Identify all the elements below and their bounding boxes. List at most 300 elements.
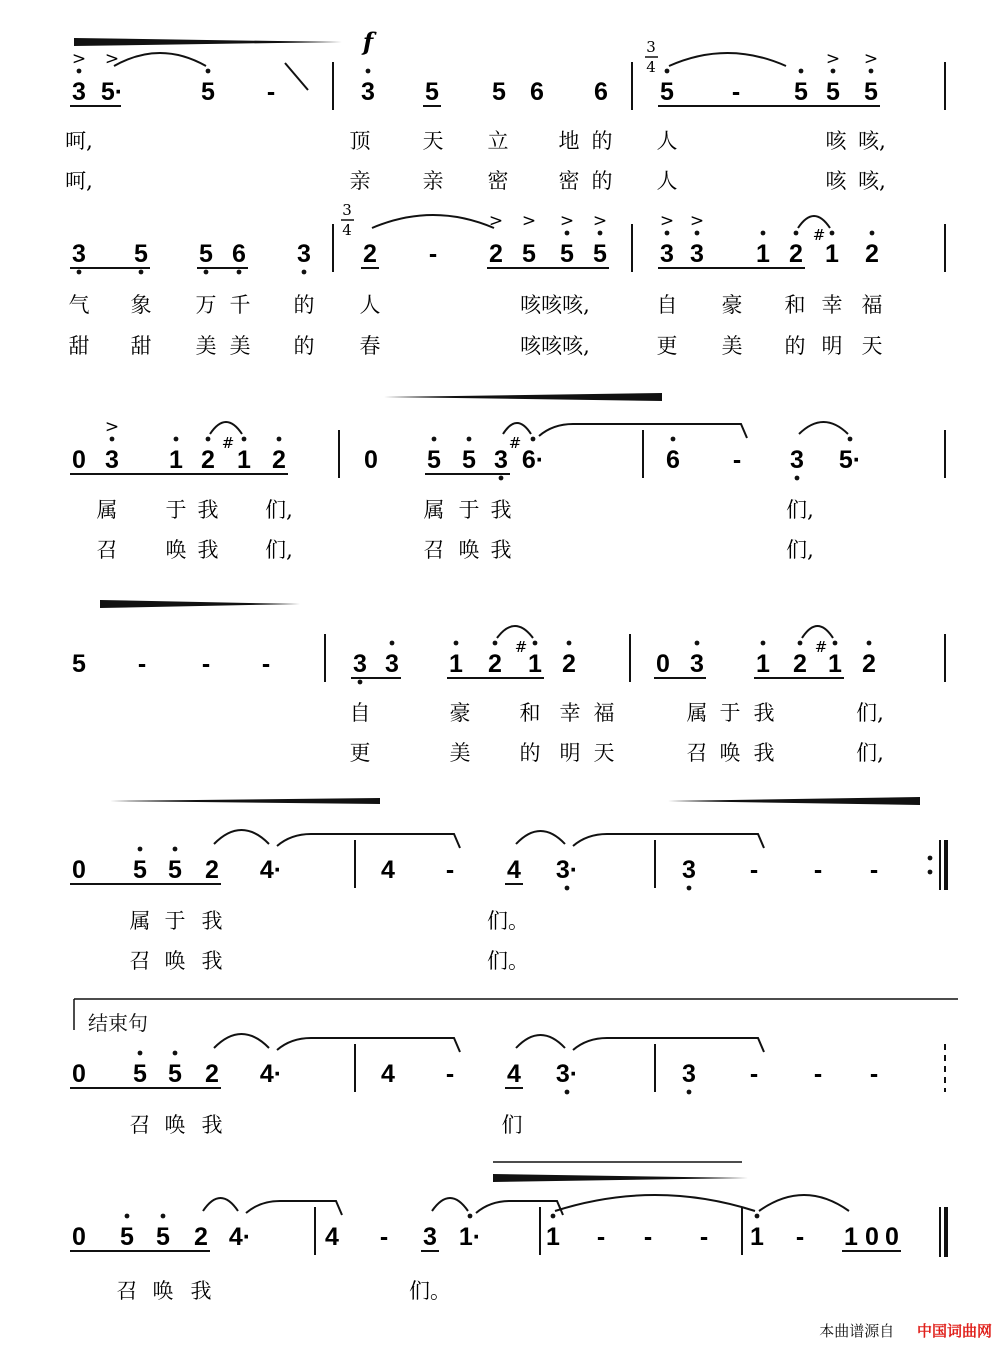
- hairpin: [493, 1174, 748, 1182]
- octave-dot-high: [551, 1214, 556, 1219]
- lyric-syllable: 召: [129, 1113, 151, 1137]
- lyric-syllable: 属: [96, 498, 118, 522]
- note: 1: [844, 1223, 858, 1251]
- note: 2: [865, 240, 879, 268]
- note: 4: [325, 1223, 339, 1251]
- note: 3·: [555, 1060, 579, 1088]
- note: 1: [169, 446, 183, 474]
- octave-dot-high: [695, 641, 700, 646]
- note: -: [732, 446, 742, 474]
- repeat-dot: [928, 870, 933, 875]
- slur: [214, 1034, 269, 1048]
- lyric-syllable: 的: [293, 293, 315, 317]
- lyric-syllable: 们,: [265, 498, 293, 522]
- tie-bracket: [573, 834, 764, 848]
- note: -: [428, 240, 438, 268]
- octave-dot-high: [799, 69, 804, 74]
- lyric-syllable: 人: [656, 169, 678, 193]
- slur: [555, 1195, 755, 1211]
- lyric-syllable: 我: [490, 498, 512, 522]
- note: 2: [205, 856, 219, 884]
- lyric-syllable: 我: [490, 538, 512, 562]
- note: 3: [690, 240, 704, 268]
- note: 1: [449, 650, 463, 678]
- note: 4: [507, 1060, 521, 1088]
- note: -: [731, 78, 741, 106]
- slur: [203, 1198, 238, 1211]
- octave-dot-high: [869, 69, 874, 74]
- lyric-syllable: 们。: [409, 1279, 451, 1303]
- lyric-syllable: 召: [686, 741, 708, 765]
- meter-denominator: 4: [646, 58, 656, 76]
- lyric-syllable: 顶: [349, 129, 371, 153]
- lyric-syllable: 们,: [856, 701, 884, 725]
- octave-dot-high: [125, 1214, 130, 1219]
- accent-mark: >: [104, 417, 120, 437]
- note: 0: [364, 446, 378, 474]
- lyric-syllable: 唤: [152, 1279, 174, 1303]
- note: 3: [353, 650, 367, 678]
- lyric-syllable: 唤: [458, 538, 480, 562]
- slur: [210, 422, 242, 434]
- note: 3: [105, 446, 119, 474]
- meter-denominator: 4: [342, 221, 352, 239]
- tie-bracket: [476, 1201, 563, 1215]
- octave-dot-high: [454, 641, 459, 646]
- note: 5: [134, 240, 148, 268]
- lyric-syllable: 唤: [164, 1113, 186, 1137]
- lyric-syllable: 呵,: [65, 169, 93, 193]
- note: 5·: [838, 446, 862, 474]
- note: 3: [361, 78, 375, 106]
- note: 0: [656, 650, 670, 678]
- octave-dot-high: [533, 641, 538, 646]
- note: -: [379, 1223, 389, 1251]
- accent-mark: >: [689, 211, 705, 231]
- lyric-syllable: 咳咳咳,: [520, 334, 590, 358]
- note: 5: [427, 446, 441, 474]
- lyric-syllable: 密: [487, 169, 509, 193]
- lyric-syllable: 们,: [786, 498, 814, 522]
- note: 4·: [228, 1223, 252, 1251]
- accent-mark: >: [592, 211, 608, 231]
- lyric-syllable: 咳,: [858, 169, 886, 193]
- lyric-syllable: 属: [129, 909, 151, 933]
- lyric-syllable: 我: [753, 701, 775, 725]
- octave-dot-low: [687, 1090, 692, 1095]
- note: 4: [381, 1060, 395, 1088]
- lyric-syllable: 唤: [719, 741, 741, 765]
- note: 3: [682, 1060, 696, 1088]
- note: -: [813, 1060, 823, 1088]
- note: 2: [489, 240, 503, 268]
- octave-dot-high: [206, 437, 211, 442]
- lyric-syllable: 和: [519, 701, 541, 725]
- lyric-syllable: 美: [721, 334, 743, 358]
- note: 0: [72, 1060, 86, 1088]
- slur: [503, 423, 531, 434]
- accent-mark: >: [521, 211, 537, 231]
- note: 6: [530, 78, 544, 106]
- note: -: [699, 1223, 709, 1251]
- octave-dot-low: [139, 270, 144, 275]
- octave-dot-high: [242, 437, 247, 442]
- note: 3: [682, 856, 696, 884]
- octave-dot-high: [432, 437, 437, 442]
- octave-dot-high: [848, 437, 853, 442]
- lyric-syllable: 于: [458, 498, 480, 522]
- tie-bracket: [573, 1038, 764, 1052]
- hairpin: [100, 600, 300, 608]
- lyric-syllable: 召: [96, 538, 118, 562]
- accent-mark: >: [863, 49, 879, 69]
- octave-dot-low: [358, 680, 363, 685]
- octave-dot-high: [755, 1214, 760, 1219]
- note: -: [201, 650, 211, 678]
- slur: [114, 53, 206, 66]
- note: 5: [168, 1060, 182, 1088]
- note: 4: [507, 856, 521, 884]
- lyric-syllable: 于: [164, 909, 186, 933]
- hairpin: [668, 797, 920, 805]
- octave-dot-high: [390, 641, 395, 646]
- note: 5: [72, 650, 86, 678]
- lyric-syllable: 人: [656, 129, 678, 153]
- lyric-syllable: 天: [422, 129, 444, 153]
- note: 5: [794, 78, 808, 106]
- accent-mark: >: [104, 49, 120, 69]
- note: 1: [546, 1223, 560, 1251]
- note: 6: [232, 240, 246, 268]
- note: 5: [168, 856, 182, 884]
- tie-bracket: [246, 1201, 342, 1215]
- footer: [819, 1320, 992, 1341]
- slur: [516, 1035, 565, 1048]
- note: 3: [385, 650, 399, 678]
- lyric-syllable: 的: [591, 169, 613, 193]
- note: 3: [790, 446, 804, 474]
- note: -: [813, 856, 823, 884]
- note: 5: [492, 78, 506, 106]
- lyric-syllable: 地: [558, 129, 580, 153]
- note: 0: [865, 1223, 879, 1251]
- lyric-syllable: 美: [229, 334, 251, 358]
- lyric-syllable: 和: [784, 293, 806, 317]
- note: 0: [885, 1223, 899, 1251]
- lyric-syllable: 明: [821, 334, 843, 358]
- note: 5: [133, 1060, 147, 1088]
- note: 5: [425, 78, 439, 106]
- note: 1: [750, 1223, 764, 1251]
- accent-mark: >: [659, 211, 675, 231]
- lyric-syllable: 天: [861, 334, 883, 358]
- octave-dot-high: [665, 69, 670, 74]
- lyric-syllable: 我: [201, 909, 223, 933]
- octave-dot-low: [302, 270, 307, 275]
- lyric-syllable: 福: [861, 293, 883, 317]
- breath-mark: [285, 63, 308, 90]
- sharp-mark: #: [508, 434, 522, 452]
- lyric-syllable: 气: [68, 293, 90, 317]
- lyric-syllable: 呵,: [65, 129, 93, 153]
- octave-dot-low: [795, 476, 800, 481]
- tie-bracket: [277, 1038, 460, 1052]
- lyric-syllable: 咳: [825, 169, 847, 193]
- slur: [799, 422, 848, 434]
- note: -: [643, 1223, 653, 1251]
- note: 4: [381, 856, 395, 884]
- octave-dot-high: [567, 641, 572, 646]
- note: 4·: [259, 856, 283, 884]
- lyric-syllable: 春: [359, 334, 381, 358]
- note: 6: [666, 446, 680, 474]
- lyric-syllable: 天: [593, 741, 615, 765]
- lyric-syllable: 甜: [130, 334, 152, 358]
- lyric-syllable: 自: [349, 701, 371, 725]
- octave-dot-high: [366, 69, 371, 74]
- repeat-dot: [928, 856, 933, 861]
- note: 6: [594, 78, 608, 106]
- note: -: [869, 856, 879, 884]
- note: -: [795, 1223, 805, 1251]
- octave-dot-high: [468, 1214, 473, 1219]
- note: 6·: [521, 446, 545, 474]
- lyric-syllable: 们,: [856, 741, 884, 765]
- sharp-mark: #: [514, 638, 528, 656]
- octave-dot-high: [531, 437, 536, 442]
- octave-dot-high: [77, 69, 82, 74]
- lyric-syllable: 唤: [165, 538, 187, 562]
- note: 3: [660, 240, 674, 268]
- note: 2: [363, 240, 377, 268]
- lyric-syllable: 亲: [422, 169, 444, 193]
- site-name: 中国词曲网: [916, 1322, 992, 1340]
- note: 1: [828, 650, 842, 678]
- slur: [432, 1198, 468, 1211]
- octave-dot-high: [831, 69, 836, 74]
- note: 2: [201, 446, 215, 474]
- lyric-syllable: 们: [501, 1113, 523, 1137]
- ending-label: 结束句: [88, 1011, 148, 1035]
- note: 1: [528, 650, 542, 678]
- note: 1: [825, 240, 839, 268]
- octave-dot-high: [794, 231, 799, 236]
- note: 1·: [458, 1223, 482, 1251]
- note: -: [137, 650, 147, 678]
- lyric-syllable: 召: [423, 538, 445, 562]
- octave-dot-low: [687, 886, 692, 891]
- note: 2: [205, 1060, 219, 1088]
- note: 2: [272, 446, 286, 474]
- lyric-syllable: 千: [229, 293, 251, 317]
- lyric-syllable: 我: [190, 1279, 212, 1303]
- octave-dot-low: [565, 886, 570, 891]
- sharp-mark: #: [812, 226, 826, 244]
- note: 1: [756, 650, 770, 678]
- accent-mark: >: [559, 211, 575, 231]
- note: 2: [793, 650, 807, 678]
- note: -: [266, 78, 276, 106]
- note: -: [596, 1223, 606, 1251]
- lyric-syllable: 我: [201, 949, 223, 973]
- note: 2: [562, 650, 576, 678]
- octave-dot-low: [237, 270, 242, 275]
- octave-dot-high: [671, 437, 676, 442]
- slur: [214, 830, 269, 844]
- octave-dot-low: [77, 270, 82, 275]
- octave-dot-high: [761, 641, 766, 646]
- note: -: [261, 650, 271, 678]
- lyric-syllable: 密: [558, 169, 580, 193]
- note: 5: [593, 240, 607, 268]
- octave-dot-high: [761, 231, 766, 236]
- octave-dot-high: [173, 847, 178, 852]
- lyric-syllable: 人: [359, 293, 381, 317]
- sharp-mark: #: [221, 434, 235, 452]
- lyric-syllable: 的: [293, 334, 315, 358]
- note: 5: [660, 78, 674, 106]
- octave-dot-high: [173, 1051, 178, 1056]
- lyric-syllable: 唤: [164, 949, 186, 973]
- lyric-syllable: 更: [349, 741, 371, 765]
- note: 5: [199, 240, 213, 268]
- lyric-syllable: 于: [165, 498, 187, 522]
- note: 3: [72, 240, 86, 268]
- lyric-syllable: 咳,: [858, 129, 886, 153]
- octave-dot-high: [830, 231, 835, 236]
- octave-dot-low: [499, 476, 504, 481]
- lyric-syllable: 于: [719, 701, 741, 725]
- note: 5: [864, 78, 878, 106]
- note: 0: [72, 446, 86, 474]
- octave-dot-high: [665, 231, 670, 236]
- meter-numerator: 3: [646, 38, 656, 56]
- note: 5: [560, 240, 574, 268]
- note: -: [749, 856, 759, 884]
- lyric-syllable: 们。: [487, 949, 529, 973]
- octave-dot-high: [565, 231, 570, 236]
- lyric-syllable: 们,: [786, 538, 814, 562]
- octave-dot-low: [204, 270, 209, 275]
- note: 3: [494, 446, 508, 474]
- lyric-syllable: 我: [753, 741, 775, 765]
- lyric-syllable: 万: [195, 293, 217, 317]
- lyric-syllable: 的: [591, 129, 613, 153]
- hairpin: [384, 393, 662, 401]
- lyric-syllable: 象: [130, 293, 152, 317]
- lyric-syllable: 属: [686, 701, 708, 725]
- lyric-syllable: 自: [656, 293, 678, 317]
- lyric-syllable: 甜: [68, 334, 90, 358]
- slur: [802, 626, 833, 638]
- note: 2: [194, 1223, 208, 1251]
- octave-dot-high: [598, 231, 603, 236]
- note: 3: [297, 240, 311, 268]
- note: 1: [237, 446, 251, 474]
- note: 2: [862, 650, 876, 678]
- lyric-syllable: 我: [201, 1113, 223, 1137]
- octave-dot-high: [138, 847, 143, 852]
- slur: [669, 53, 786, 66]
- lyric-syllable: 属: [423, 498, 445, 522]
- lyric-syllable: 幸: [559, 701, 581, 725]
- lyric-syllable: 咳: [825, 129, 847, 153]
- lyric-syllable: 们,: [265, 538, 293, 562]
- lyric-syllable: 明: [559, 741, 581, 765]
- lyric-syllable: 立: [487, 129, 509, 153]
- accent-mark: >: [488, 211, 504, 231]
- note: 5: [826, 78, 840, 106]
- lyric-syllable: 召: [116, 1279, 138, 1303]
- source-label: 本曲谱源自: [819, 1322, 895, 1340]
- hairpin: [110, 798, 380, 804]
- octave-dot-high: [277, 437, 282, 442]
- note: 5: [522, 240, 536, 268]
- octave-dot-high: [695, 231, 700, 236]
- lyric-syllable: 的: [519, 741, 541, 765]
- note: -: [445, 856, 455, 884]
- lyric-syllable: 福: [593, 701, 615, 725]
- note: 5·: [100, 78, 124, 106]
- note: 1: [756, 240, 770, 268]
- note: 2: [488, 650, 502, 678]
- lyric-syllable: 的: [784, 334, 806, 358]
- lyric-syllable: 幸: [821, 293, 843, 317]
- accent-mark: >: [825, 49, 841, 69]
- octave-dot-high: [174, 437, 179, 442]
- slur: [372, 215, 494, 228]
- note: 0: [72, 1223, 86, 1251]
- lyric-syllable: 们。: [487, 909, 529, 933]
- note: 0: [72, 856, 86, 884]
- note: -: [869, 1060, 879, 1088]
- note: 5: [120, 1223, 134, 1251]
- slur: [497, 626, 533, 638]
- accent-mark: >: [71, 49, 87, 69]
- note: 5: [156, 1223, 170, 1251]
- octave-dot-high: [467, 437, 472, 442]
- note: 4·: [259, 1060, 283, 1088]
- lyric-syllable: 豪: [449, 701, 471, 725]
- meter-numerator: 3: [342, 201, 352, 219]
- note: 5: [201, 78, 215, 106]
- tie-bracket: [277, 834, 460, 848]
- dynamic-mark: f: [362, 27, 374, 56]
- note: 3: [72, 78, 86, 106]
- note: 3·: [555, 856, 579, 884]
- octave-dot-high: [138, 1051, 143, 1056]
- lyric-syllable: 更: [656, 334, 678, 358]
- lyric-syllable: 我: [197, 538, 219, 562]
- lyric-syllable: 美: [449, 741, 471, 765]
- octave-dot-high: [870, 231, 875, 236]
- note: 3: [690, 650, 704, 678]
- lyric-syllable: 咳咳咳,: [520, 293, 590, 317]
- octave-dot-high: [833, 641, 838, 646]
- octave-dot-high: [206, 69, 211, 74]
- hairpin: [74, 38, 342, 46]
- lyric-syllable: 豪: [721, 293, 743, 317]
- sharp-mark: #: [814, 638, 828, 656]
- note: 5: [133, 856, 147, 884]
- octave-dot-high: [110, 437, 115, 442]
- note: 3: [423, 1223, 437, 1251]
- note: -: [445, 1060, 455, 1088]
- lyric-syllable: 美: [195, 334, 217, 358]
- note: 2: [789, 240, 803, 268]
- octave-dot-high: [161, 1214, 166, 1219]
- slur: [759, 1195, 849, 1211]
